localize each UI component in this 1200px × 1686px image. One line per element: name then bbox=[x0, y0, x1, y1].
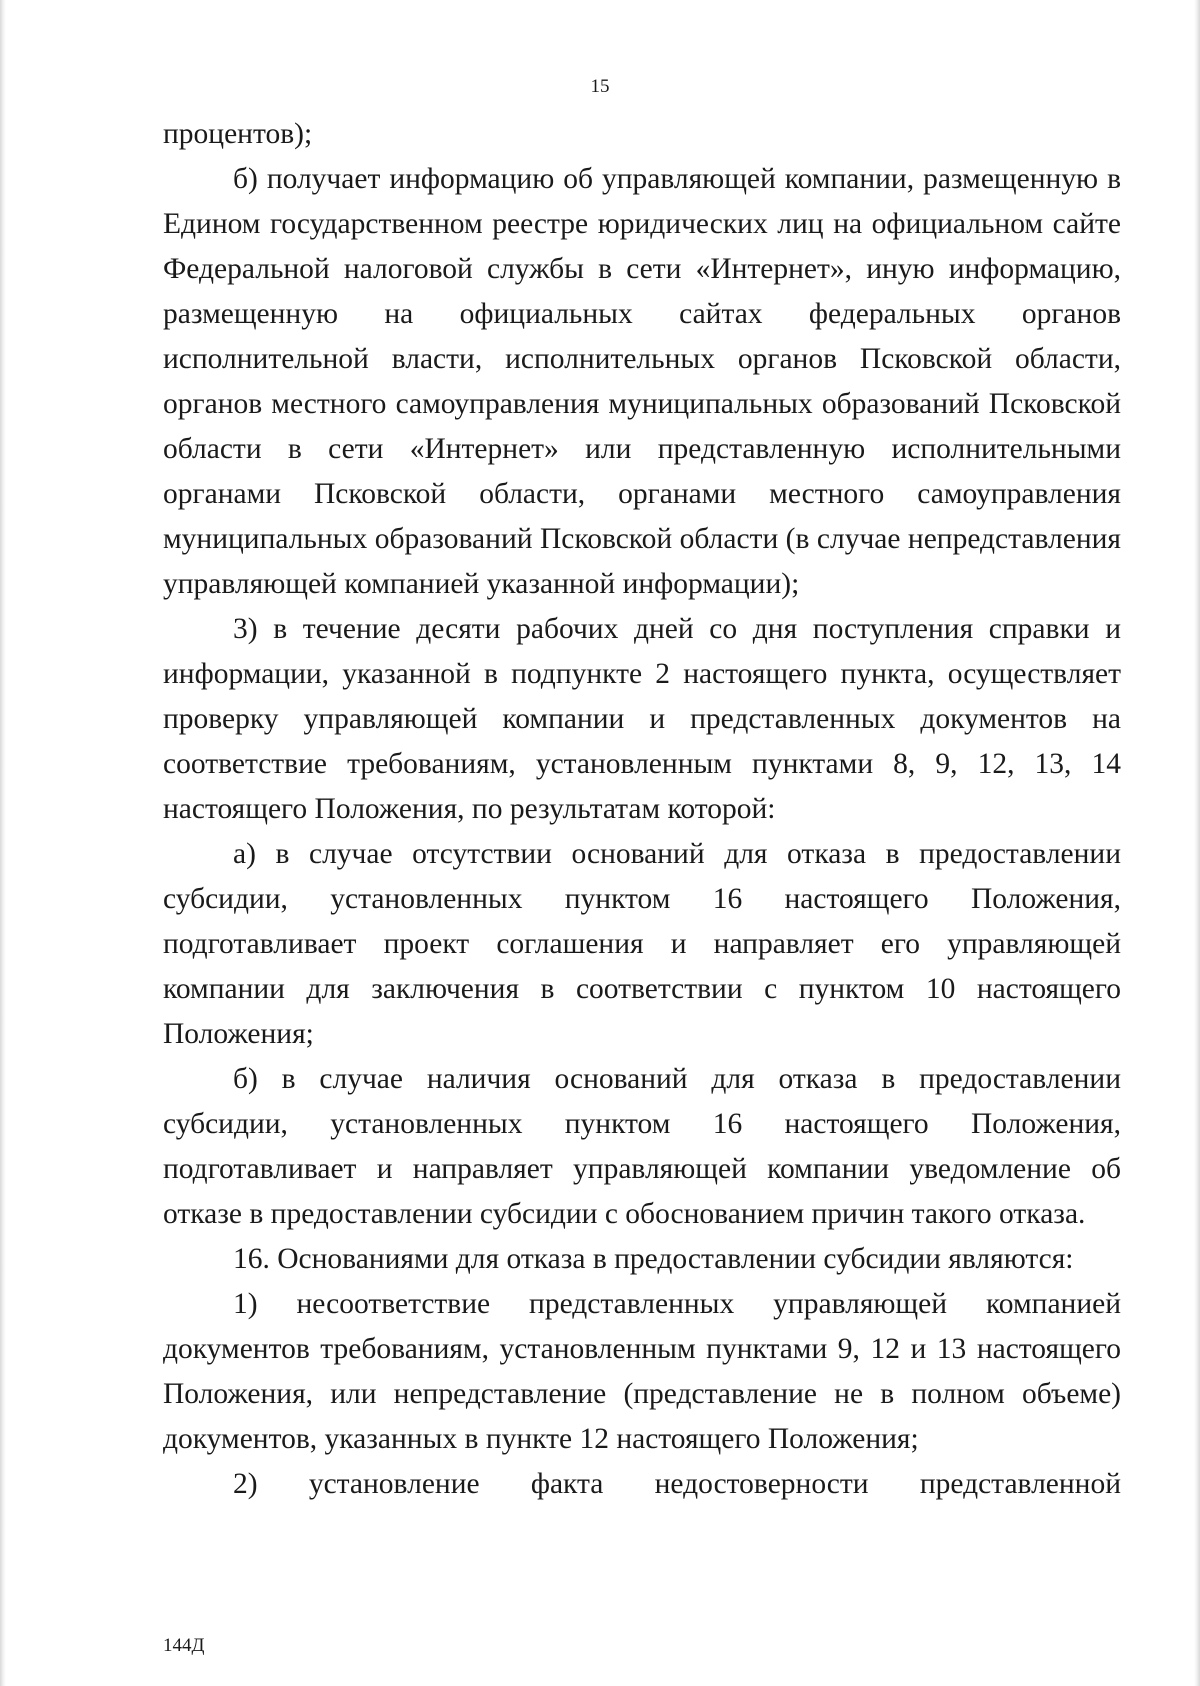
paragraph-ground-1: 1) несоответствие представленных управляющей компанией документов требованиям, установленным пунктами 9, 12 и 13 настоящего Положения, или непредставление (представление не в полном объеме) документов, указанных в пункте 12 настоящего Положения; bbox=[163, 1288, 1121, 1455]
paragraph-subitem-b-refusal: б) в случае наличия оснований для отказа в предоставлении субсидии, установленных пунктом 16 настоящего Положения, подготавливает и направляет управляющей компании уведомление об отказе в предоставлении субсидии с обоснованием причин такого отказа. bbox=[163, 1063, 1121, 1230]
paragraph-subitem-b-info: б) получает информацию об управляющей компании, размещенную в Едином государственном реестре юридических лиц на официальном сайте Федеральной налоговой службы в сети «Интернет», иную информацию, размещенную на официальных сайтах федеральных органов исполнительной власти, исполнительных органов Псковской области, органов местного самоуправления муниципальных образований Псковской области в сети «Интернет» или представленную исполнительными органами Псковской области, органами местного самоуправления муниципальных образований Псковской области (в случае непредставления управляющей компанией указанной информации); bbox=[163, 163, 1121, 600]
paragraph-ground-2: 2) установление факта недостоверности представленной bbox=[233, 1468, 1121, 1500]
footer-document-code: 144Д bbox=[163, 1635, 205, 1656]
paragraph-section-16: 16. Основаниями для отказа в предоставлении субсидии являются: bbox=[233, 1243, 1074, 1275]
page-number: 15 bbox=[590, 76, 610, 97]
paragraph-continuation: процентов); bbox=[163, 118, 313, 150]
document-body bbox=[163, 112, 1121, 1507]
paragraph-subitem-a: а) в случае отсутствии оснований для отказа в предоставлении субсидии, установленных пунктом 16 настоящего Положения, подготавливает проект соглашения и направляет его управляющей компании для заключения в соответствии с пунктом 10 настоящего Положения; bbox=[163, 838, 1121, 1050]
page-edge-right bbox=[1194, 0, 1200, 1686]
paragraph-item-3: 3) в течение десяти рабочих дней со дня поступления справки и информации, указанной в подпункте 2 настоящего пункта, осуществляет проверку управляющей компании и представленных документов на соответствие требованиям, установленным пунктами 8, 9, 12, 13, 14 настоящего Положения, по результатам которой: bbox=[163, 613, 1121, 825]
page-edge-left bbox=[0, 0, 6, 1686]
